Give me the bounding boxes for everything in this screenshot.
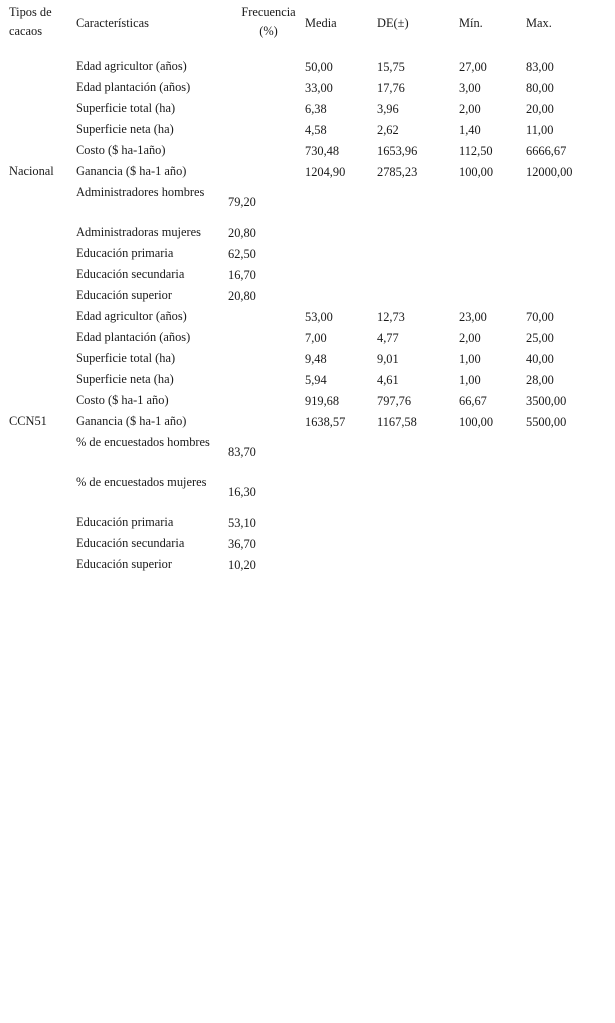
max-cell xyxy=(526,264,603,285)
sd-cell xyxy=(377,285,459,306)
characteristic-cell: Administradoras mujeres xyxy=(76,225,201,239)
frequency-cell: 83,70 xyxy=(228,445,256,459)
mean-cell xyxy=(305,554,377,575)
frequency-cell xyxy=(228,77,305,98)
header-min: Mín. xyxy=(459,16,483,30)
sd-cell: 9,01 xyxy=(377,351,399,366)
frequency-cell: 36,70 xyxy=(228,536,256,551)
frequency-cell xyxy=(228,98,305,119)
table-row xyxy=(3,327,603,348)
frequency-cell xyxy=(228,348,305,369)
min-cell: 1,00 xyxy=(459,351,481,366)
max-cell: 40,00 xyxy=(526,351,554,366)
max-cell: 12000,00 xyxy=(526,164,573,179)
max-cell: 70,00 xyxy=(526,309,554,324)
table-row xyxy=(3,306,603,327)
group-name: Nacional xyxy=(9,164,54,178)
sd-cell: 2,62 xyxy=(377,122,399,137)
mean-cell xyxy=(305,533,377,554)
table-row xyxy=(3,161,603,182)
min-cell xyxy=(459,533,526,554)
min-cell xyxy=(459,432,526,472)
min-cell xyxy=(459,285,526,306)
sd-cell: 1167,58 xyxy=(377,414,417,429)
max-cell xyxy=(526,554,603,575)
min-cell: 66,67 xyxy=(459,393,487,408)
sd-cell xyxy=(377,222,459,243)
characteristic-cell: Costo ($ ha-1 año) xyxy=(76,393,169,407)
table-header-row xyxy=(3,3,603,56)
mean-cell: 9,48 xyxy=(305,351,327,366)
frequency-cell: 79,20 xyxy=(228,195,256,209)
max-cell: 83,00 xyxy=(526,59,554,74)
table-row xyxy=(3,512,603,533)
max-cell: 11,00 xyxy=(526,122,554,137)
characteristic-cell: Edad agricultor (años) xyxy=(76,59,187,73)
mean-cell xyxy=(305,512,377,533)
header-de: DE(±) xyxy=(377,16,409,30)
table-row xyxy=(3,222,603,243)
characteristic-cell: Superficie total (ha) xyxy=(76,101,176,115)
table-body xyxy=(3,56,603,575)
mean-cell xyxy=(305,432,377,472)
min-cell xyxy=(459,243,526,264)
sd-cell xyxy=(377,472,459,512)
frequency-cell: 16,70 xyxy=(228,267,256,282)
mean-cell xyxy=(305,222,377,243)
characteristic-cell: Educación superior xyxy=(76,288,172,302)
max-cell: 80,00 xyxy=(526,80,554,95)
header-tipos-de-cacaos: Tipos de cacaos xyxy=(9,5,52,38)
table-row xyxy=(3,243,603,264)
characteristic-cell: Educación superior xyxy=(76,557,172,571)
characteristic-cell: Superficie neta (ha) xyxy=(76,372,174,386)
sd-cell: 3,96 xyxy=(377,101,399,116)
characteristic-cell: Superficie neta (ha) xyxy=(76,122,174,136)
min-cell xyxy=(459,554,526,575)
sd-cell xyxy=(377,512,459,533)
sd-cell: 4,77 xyxy=(377,330,399,345)
sd-cell: 17,76 xyxy=(377,80,405,95)
table-row xyxy=(3,533,603,554)
max-cell xyxy=(526,222,603,243)
mean-cell: 6,38 xyxy=(305,101,327,116)
max-cell: 5500,00 xyxy=(526,414,567,429)
sd-cell xyxy=(377,533,459,554)
characteristic-cell: % de encuestados hombres xyxy=(76,435,210,449)
characteristic-cell: Educación primaria xyxy=(76,515,174,529)
characteristic-cell: Edad plantación (años) xyxy=(76,80,191,94)
min-cell: 23,00 xyxy=(459,309,487,324)
frequency-cell: 53,10 xyxy=(228,515,256,530)
table-row xyxy=(3,98,603,119)
frequency-cell xyxy=(228,56,305,77)
frequency-cell xyxy=(228,390,305,411)
frequency-cell xyxy=(228,369,305,390)
table-row xyxy=(3,77,603,98)
min-cell: 112,50 xyxy=(459,143,493,158)
table-row xyxy=(3,554,603,575)
frequency-cell xyxy=(228,140,305,161)
mean-cell: 7,00 xyxy=(305,330,327,345)
table-row xyxy=(3,140,603,161)
min-cell: 27,00 xyxy=(459,59,487,74)
table-row xyxy=(3,182,603,222)
table-row xyxy=(3,369,603,390)
group-name-cell xyxy=(3,56,76,306)
max-cell: 6666,67 xyxy=(526,143,567,158)
header-media: Media xyxy=(305,16,337,30)
group-name: CCN51 xyxy=(9,414,47,428)
min-cell: 1,00 xyxy=(459,372,481,387)
max-cell xyxy=(526,243,603,264)
max-cell xyxy=(526,472,603,512)
mean-cell xyxy=(305,472,377,512)
group-name-cell xyxy=(3,306,76,575)
characteristic-cell: Costo ($ ha-1año) xyxy=(76,143,166,157)
table-row xyxy=(3,390,603,411)
max-cell: 20,00 xyxy=(526,101,554,116)
sd-cell: 15,75 xyxy=(377,59,405,74)
header-frecuencia: Frecuencia (%) xyxy=(241,5,296,38)
cacao-characteristics-table xyxy=(3,3,603,575)
sd-cell xyxy=(377,264,459,285)
max-cell xyxy=(526,533,603,554)
min-cell xyxy=(459,472,526,512)
characteristic-cell: Edad agricultor (años) xyxy=(76,309,187,323)
max-cell: 28,00 xyxy=(526,372,554,387)
mean-cell: 53,00 xyxy=(305,309,333,324)
max-cell xyxy=(526,432,603,472)
frequency-cell: 20,80 xyxy=(228,288,256,303)
characteristic-cell: Ganancia ($ ha-1 año) xyxy=(76,164,187,178)
min-cell xyxy=(459,512,526,533)
frequency-cell xyxy=(228,306,305,327)
characteristic-cell: Educación secundaria xyxy=(76,267,185,281)
table-row xyxy=(3,348,603,369)
max-cell: 3500,00 xyxy=(526,393,567,408)
table-row xyxy=(3,432,603,472)
mean-cell: 50,00 xyxy=(305,59,333,74)
mean-cell xyxy=(305,285,377,306)
sd-cell xyxy=(377,243,459,264)
max-cell: 25,00 xyxy=(526,330,554,345)
frequency-cell: 62,50 xyxy=(228,246,256,261)
mean-cell: 1638,57 xyxy=(305,414,346,429)
min-cell xyxy=(459,222,526,243)
min-cell: 2,00 xyxy=(459,101,481,116)
mean-cell xyxy=(305,243,377,264)
max-cell xyxy=(526,512,603,533)
min-cell xyxy=(459,264,526,285)
mean-cell: 730,48 xyxy=(305,143,340,158)
min-cell: 100,00 xyxy=(459,164,494,179)
min-cell: 100,00 xyxy=(459,414,494,429)
sd-cell: 12,73 xyxy=(377,309,405,324)
characteristic-cell: Ganancia ($ ha-1 año) xyxy=(76,414,187,428)
min-cell xyxy=(459,182,526,222)
mean-cell: 1204,90 xyxy=(305,164,346,179)
max-cell xyxy=(526,285,603,306)
header-caracteristicas: Características xyxy=(76,16,149,30)
frequency-cell: 16,30 xyxy=(228,485,256,499)
sd-cell xyxy=(377,432,459,472)
table-row xyxy=(3,411,603,432)
header-max: Max. xyxy=(526,16,552,30)
sd-cell: 4,61 xyxy=(377,372,399,387)
min-cell: 2,00 xyxy=(459,330,481,345)
frequency-cell xyxy=(228,119,305,140)
table-row xyxy=(3,472,603,512)
sd-cell xyxy=(377,182,459,222)
table-row xyxy=(3,264,603,285)
table-row xyxy=(3,285,603,306)
sd-cell: 2785,23 xyxy=(377,164,418,179)
characteristic-cell: % de encuestados mujeres xyxy=(76,475,207,489)
mean-cell xyxy=(305,264,377,285)
table-row xyxy=(3,56,603,77)
table-row xyxy=(3,119,603,140)
sd-cell: 797,76 xyxy=(377,393,412,408)
mean-cell: 919,68 xyxy=(305,393,340,408)
frequency-cell xyxy=(228,327,305,348)
mean-cell: 5,94 xyxy=(305,372,327,387)
characteristic-cell: Educación primaria xyxy=(76,246,174,260)
mean-cell: 33,00 xyxy=(305,80,333,95)
mean-cell xyxy=(305,182,377,222)
characteristic-cell: Edad plantación (años) xyxy=(76,330,191,344)
characteristic-cell: Superficie total (ha) xyxy=(76,351,176,365)
mean-cell: 4,58 xyxy=(305,122,327,137)
sd-cell xyxy=(377,554,459,575)
max-cell xyxy=(526,182,603,222)
frequency-cell xyxy=(228,411,305,432)
frequency-cell xyxy=(228,161,305,182)
characteristic-cell: Educación secundaria xyxy=(76,536,185,550)
frequency-cell: 10,20 xyxy=(228,557,256,572)
sd-cell: 1653,96 xyxy=(377,143,418,158)
characteristic-cell: Administradores hombres xyxy=(76,185,205,199)
min-cell: 1,40 xyxy=(459,122,481,137)
min-cell: 3,00 xyxy=(459,80,481,95)
frequency-cell: 20,80 xyxy=(228,225,256,240)
